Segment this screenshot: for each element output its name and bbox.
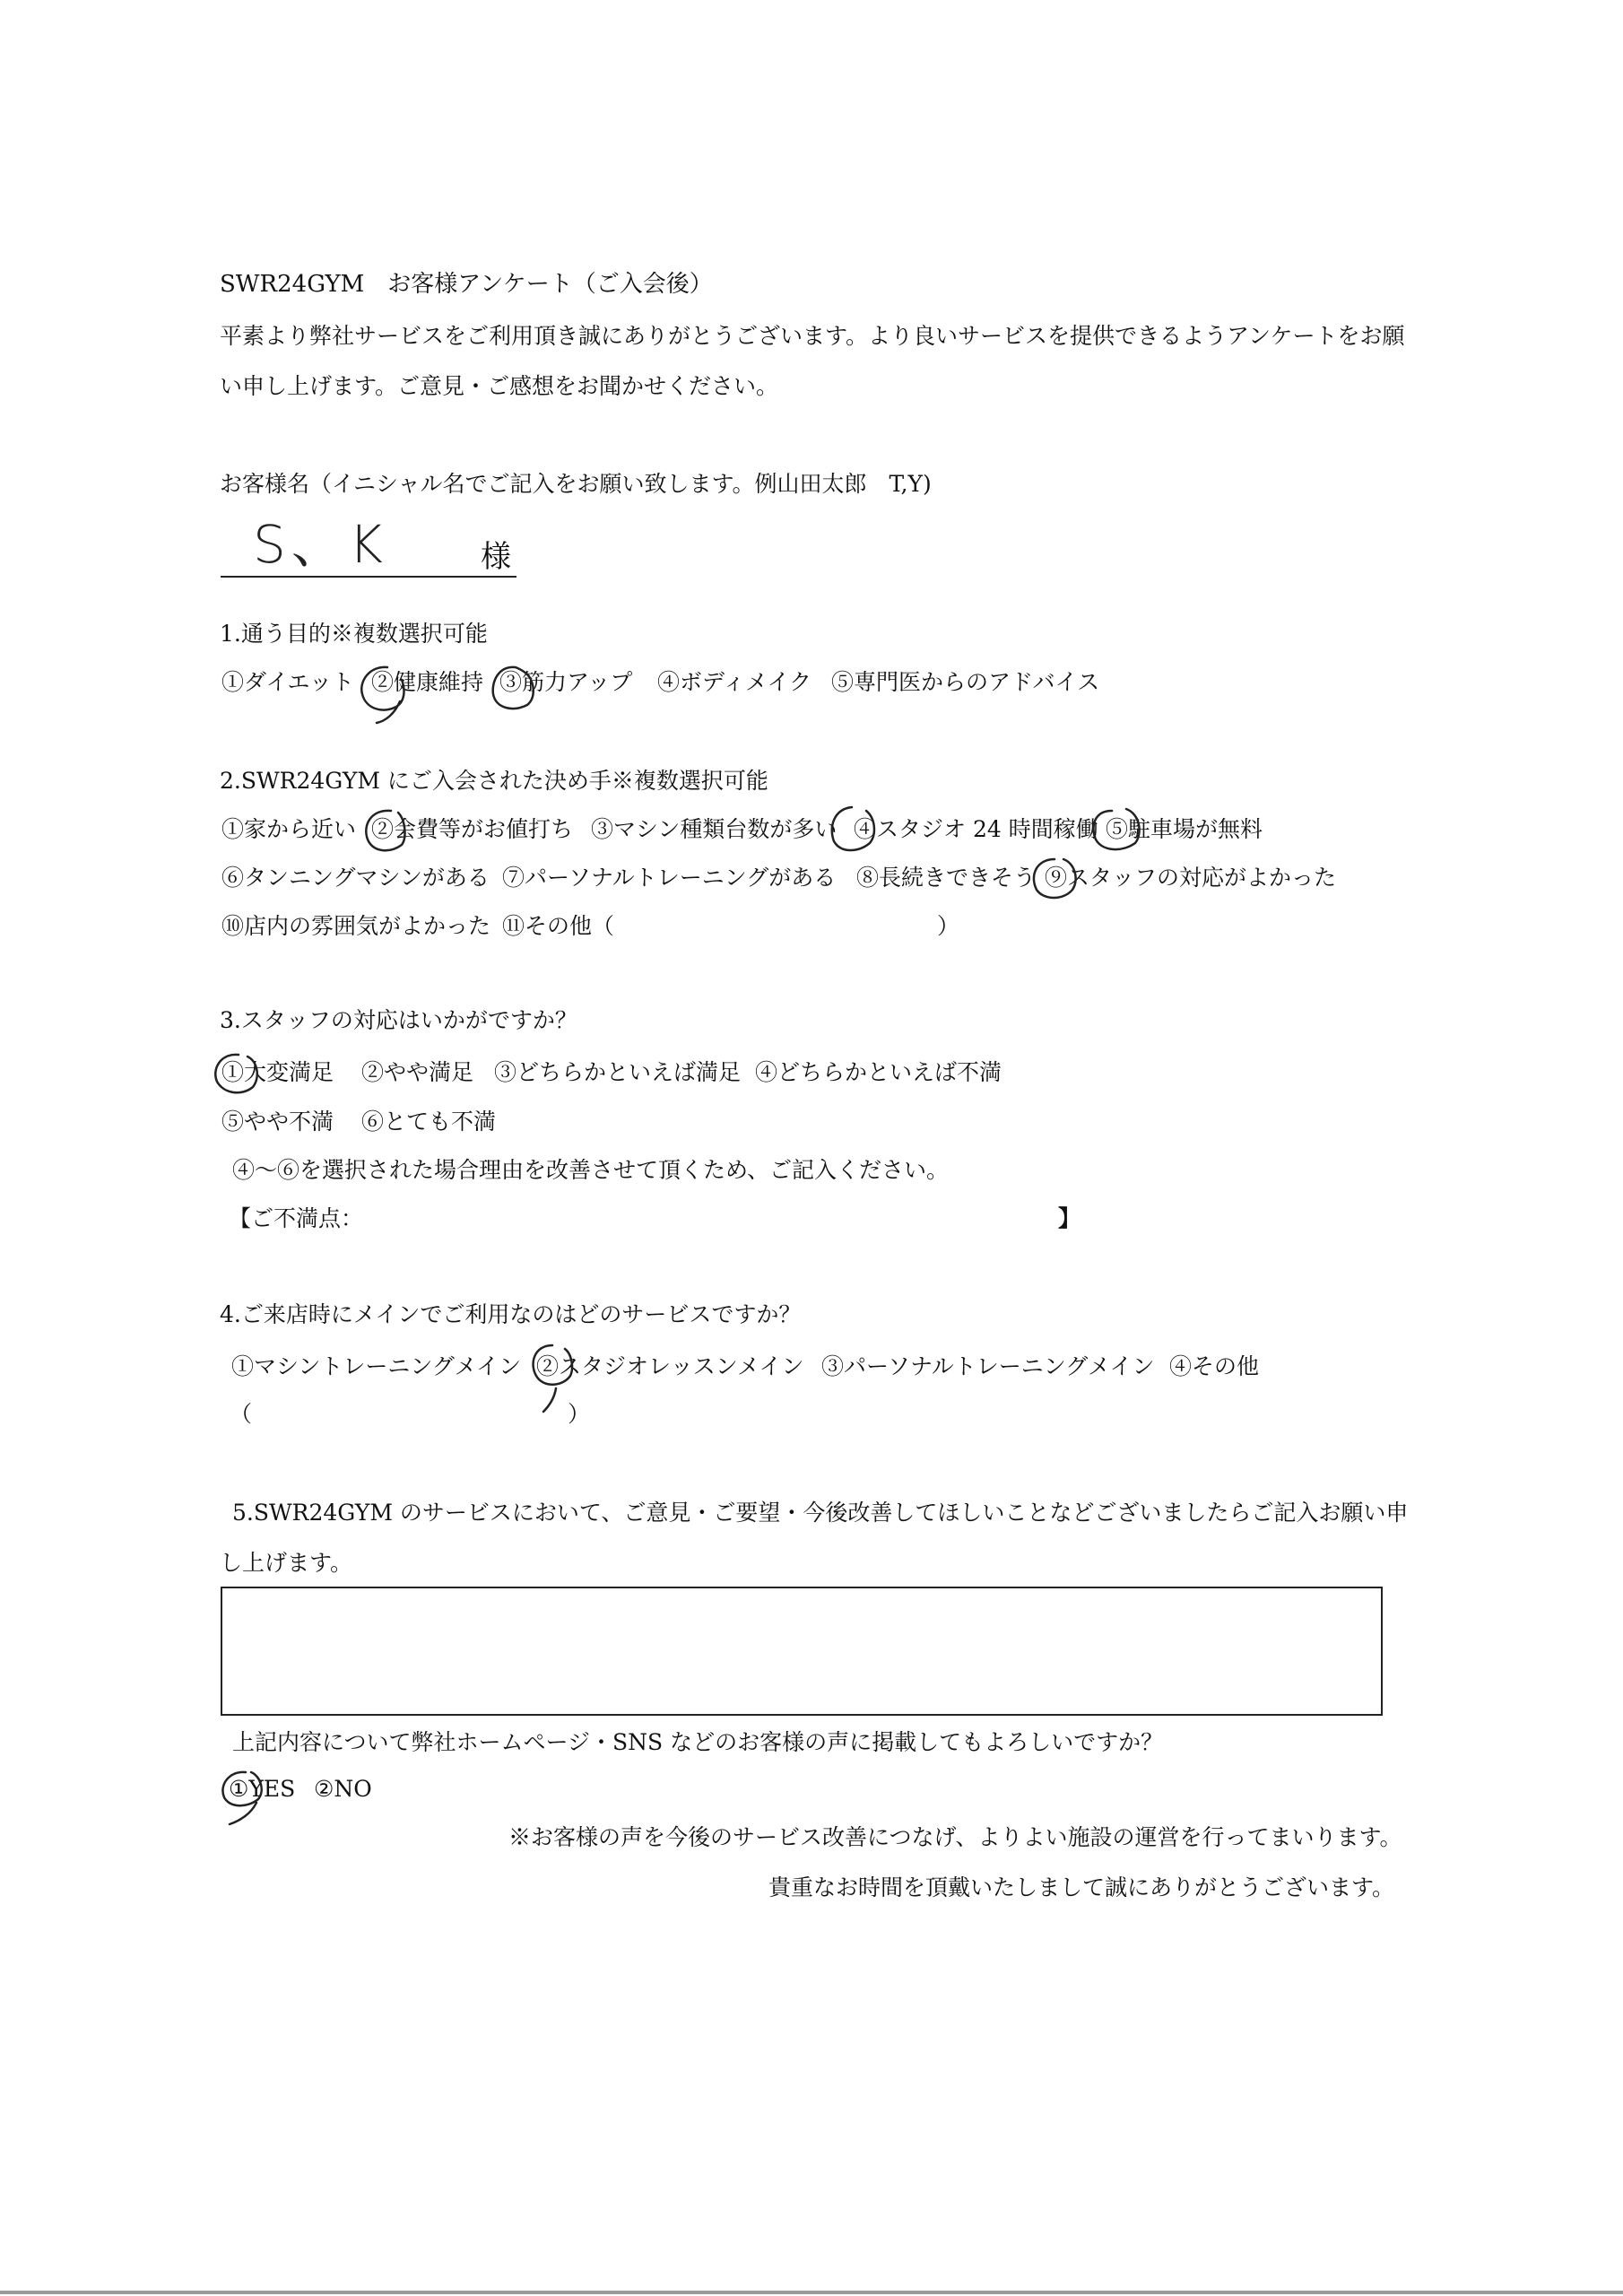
name-honorific: 様 [481, 539, 511, 575]
footer-line-1: ※お客様の声を今後のサービス改善につなげ、よりよい施設の運営を行ってまいります。 [508, 1824, 1402, 1850]
q4-option-1[interactable]: ①マシントレーニングメイン [231, 1353, 522, 1379]
q3-note: ④～⑥を選択された場合理由を改善させて頂くため、ご記入ください。 [232, 1157, 950, 1183]
q2-option-7[interactable]: ⑦パーソナルトレーニングがある [502, 865, 837, 891]
q3-option-3[interactable]: ③どちらかといえば満足 [494, 1059, 742, 1085]
intro-line-1: 平素より弊社サービスをご利用頂き誠にありがとうございます。より良いサービスを提供できるようアンケートをお願 [220, 323, 1405, 349]
q2-option-10[interactable]: ⑩店内の雰囲気がよかった [221, 913, 491, 939]
q2-option-4[interactable]: ④スタジオ 24 時間稼働 [854, 816, 1098, 842]
q5-title-line-2: し上げます。 [220, 1550, 353, 1576]
q2-other-close: ） [937, 913, 960, 939]
publish-question: 上記内容について弊社ホームページ・SNS などのお客様の声に掲載してもよろしいですか？ [232, 1729, 1164, 1755]
q3-title: 3.スタッフの対応はいかがですか？ [220, 1007, 577, 1033]
q3-option-1[interactable]: ①大変満足 [221, 1059, 334, 1085]
q3-complaint-label: 【ご不満点： [229, 1205, 364, 1231]
q4-other-close: ） [568, 1401, 591, 1427]
q4-option-2[interactable]: ②スタジオレッスンメイン [536, 1353, 804, 1379]
q1-option-3[interactable]: ③筋力アップ [499, 669, 633, 695]
q2-option-2[interactable]: ②会費等がお値打ち [371, 816, 574, 842]
q2-option-11[interactable]: ⑪その他（ [502, 913, 615, 939]
q4-option-3[interactable]: ③パーソナルトレーニングメイン [821, 1353, 1155, 1379]
q3-option-5[interactable]: ⑤やや不満 [221, 1109, 334, 1135]
q2-option-3[interactable]: ③マシン種類台数が多い [591, 816, 838, 842]
q3-option-6[interactable]: ⑥とても不満 [361, 1109, 497, 1135]
q5-answer-box[interactable] [221, 1587, 1383, 1716]
q2-option-1[interactable]: ①家から近い [221, 816, 357, 842]
footer-line-2: 貴重なお時間を頂戴いたしまして誠にありがとうございます。 [768, 1874, 1395, 1900]
q1-option-4[interactable]: ④ボディメイク [657, 669, 812, 695]
q2-option-6[interactable]: ⑥タンニングマシンがある [221, 865, 490, 891]
q4-title: 4.ご来店時にメインでご利用なのはどのサービスですか？ [220, 1301, 802, 1327]
q1-option-5[interactable]: ⑤専門医からのアドバイス [831, 669, 1100, 695]
q4-other-open: （ [230, 1401, 253, 1427]
q3-complaint-close: 】 [1058, 1205, 1081, 1231]
q3-option-2[interactable]: ②やや満足 [361, 1059, 474, 1085]
q5-title-line-1: 5.SWR24GYM のサービスにおいて、ご意見・ご要望・今後改善してほしいことなどございましたらご記入お願い申 [232, 1500, 1409, 1526]
q2-option-8[interactable]: ⑧長続きできそう [856, 865, 1037, 891]
q2-title: 2.SWR24GYM にご入会された決め手※複数選択可能 [220, 768, 768, 794]
name-prompt: お客様名（イニシャル名でご記入をお願い致します。例山田太郎 T,Y) [220, 471, 932, 497]
publish-option-yes[interactable]: ①YES [229, 1776, 296, 1802]
scan-bottom-edge [0, 2291, 1623, 2294]
q1-option-1[interactable]: ①ダイエット [221, 669, 355, 695]
intro-line-2: い申し上げます。ご意見・ご感想をお聞かせください。 [220, 373, 779, 399]
q4-option-4[interactable]: ④その他 [1169, 1353, 1260, 1379]
q1-option-2[interactable]: ②健康維持 [371, 669, 484, 695]
survey-title: SWR24GYM お客様アンケート（ご入会後） [220, 271, 713, 298]
q1-title: 1.通う目的※複数選択可能 [220, 621, 488, 647]
q2-option-9[interactable]: ⑨スタッフの対応がよかった [1045, 865, 1337, 891]
q3-option-4[interactable]: ④どちらかといえば不満 [755, 1059, 1002, 1085]
name-underline [221, 576, 516, 578]
publish-option-no[interactable]: ②NO [314, 1776, 372, 1802]
q2-option-5[interactable]: ⑤駐車場が無料 [1106, 816, 1263, 842]
handwritten-name: S、K [253, 514, 388, 575]
